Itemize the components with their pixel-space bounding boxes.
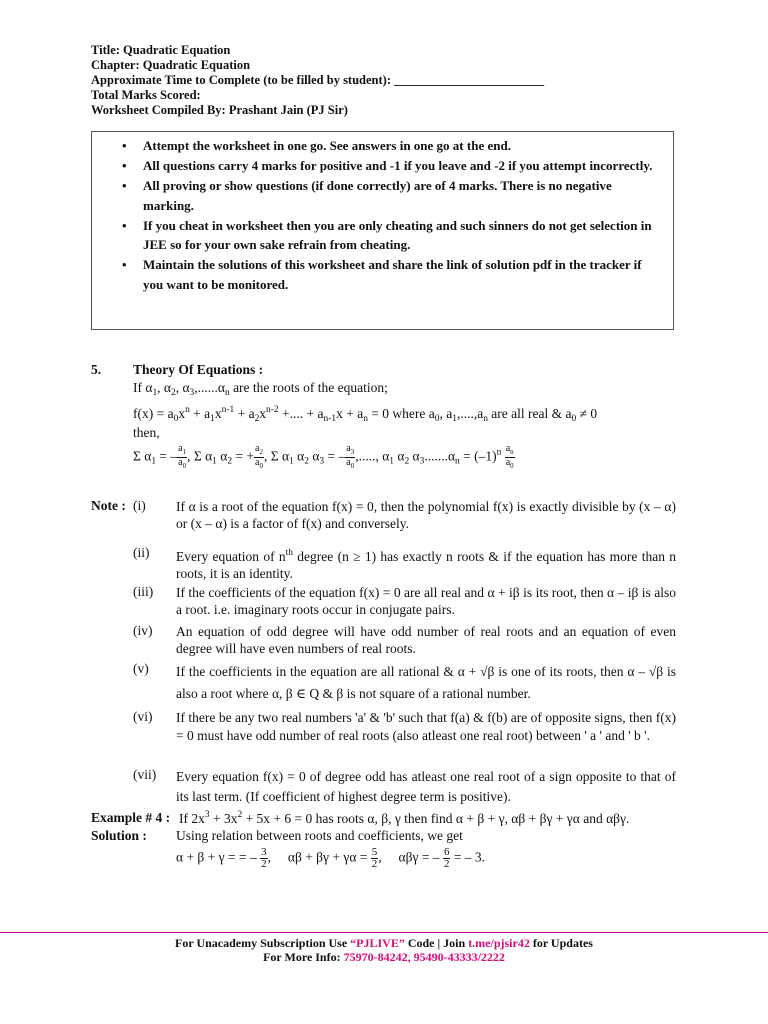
- phone-numbers: 75970-84242, 95490-43333/2222: [343, 950, 505, 964]
- example-question: If $2x^3 + 3x^2 + 5x + 6 = 0$ has roots α, β, γ then find α + β + γ, αβ + βγ + γα and αβγ.: [179, 810, 630, 826]
- instruction-item: • All proving or show questions (if done correctly) are of 4 marks. There is no negative marking.: [122, 178, 612, 213]
- bullet-icon: •: [122, 217, 127, 233]
- worksheet-header: [91, 43, 544, 118]
- note-text: If α is a root of the equation f(x) = 0, then the polynomial f(x) is exactly divisible by (x – α) or (x – α) is a factor of f(x) and conversely.: [176, 499, 676, 531]
- note-number: (iv): [133, 623, 153, 638]
- note-number: (v): [133, 661, 149, 676]
- footer-divider: [0, 932, 768, 933]
- time-field: Approximate Time to Complete (to be filled by student): ________________________: [91, 73, 545, 87]
- note-number: (iii): [133, 584, 154, 599]
- solution-text: Using relation between roots and coefficients, we get: [176, 828, 463, 843]
- note-number: (vi): [133, 709, 153, 724]
- example-label: Example # 4 :: [91, 810, 171, 825]
- bullet-icon: •: [122, 178, 127, 193]
- telegram-link[interactable]: t.me/pjsir42: [468, 936, 530, 950]
- polynomial-definition: $f(x) = a_0x^n + a_1x^{n-1} + a_2x^{n-2}$ +.... + $a_{n-1}x + a_n = 0$ where $a_0$, $a_1,....,a_n$ are all real & $a_0 \ne 0$: [133, 405, 598, 424]
- bullet-icon: •: [122, 138, 127, 153]
- note-number: (i): [133, 498, 146, 513]
- note-text: If the coefficients of the equation f(x) = 0 are all real and α + iβ is its root, then α – iβ is also a root. i.e. imaginary roots occur in conjugate pairs.: [176, 585, 676, 617]
- bullet-icon: •: [122, 257, 127, 272]
- note-number: (ii): [133, 545, 150, 560]
- solution-equations: α + β + γ = = – $\frac{3}{2}$ , αβ + βγ + γα = $\frac{5}{2}$ , αβγ = – $\frac{6}{2}$ = – 3.: [176, 846, 486, 870]
- instruction-item: • Attempt the worksheet in one go. See answers in one go at the end.: [143, 136, 663, 156]
- footer-line-2: For More Info: 75970-84242, 95490-43333/2222: [263, 950, 505, 964]
- instruction-item: • If you cheat in worksheet then you are only cheating and such sinners do not get selection in JEE so for your own sake refrain from cheating.: [122, 217, 652, 252]
- instructions-box: [91, 131, 674, 330]
- promo-code: “PJLIVE”: [350, 936, 405, 950]
- section-number: 5.: [91, 362, 102, 377]
- then-label: then,: [133, 425, 160, 440]
- note-text: Every equation of $n^{th}$ degree (n ≥ 1) has exactly n roots & if the equation has more than n roots, it is an identity.: [176, 548, 677, 581]
- note-label: Note :: [91, 498, 126, 513]
- instructions-list: [92, 132, 673, 294]
- worksheet-title: Title: Quadratic Equation: [91, 43, 231, 57]
- vieta-relations: Σ $\alpha_1$ = – $\frac{a_1}{a_0}$ , Σ $\alpha_1$ $\alpha_2$ = + $\frac{a_2}{a_0}$ , Σ $\alpha_1$ $\alpha_2$ $\alpha_3$ = – $\frac{a_3}{a_0}$ ,....., $\alpha_1$ $\alpha_2$ $\alpha_3.......\alpha_n = (-1)^n$ $\frac{a_n}{a_0}$: [133, 443, 514, 470]
- bullet-icon: •: [122, 158, 127, 173]
- compiled-by: Worksheet Compiled By: Prashant Jain (PJ Sir): [91, 103, 348, 117]
- note-text: An equation of odd degree will have odd number of real roots and an equation of even degree will have even numbers of real roots.: [176, 624, 676, 656]
- note-number: (vii): [133, 767, 157, 782]
- instruction-item: • Maintain the solutions of this worksheet and share the link of solution pdf in the tracker if you want to be monitored.: [122, 257, 642, 292]
- theory-intro: If $\alpha_1$, $\alpha_2$, $\alpha_3,......\alpha_n$ are the roots of the equation;: [133, 380, 388, 398]
- footer-line-1: For Unacademy Subscription Use “PJLIVE” Code | Join t.me/pjsir42 for Updates: [175, 936, 593, 950]
- section-title: Theory Of Equations :: [133, 362, 264, 377]
- instruction-item: • All questions carry 4 marks for positive and -1 if you leave and -2 if you attempt incorrectly.: [143, 156, 663, 176]
- worksheet-chapter: Chapter: Quadratic Equation: [91, 58, 251, 72]
- marks-field: Total Marks Scored:: [91, 88, 201, 102]
- note-text: Every equation f(x) = 0 of degree odd has atleast one real root of a sign opposite to that of its last term. (If coefficient of highest degree term is positive).: [176, 769, 676, 804]
- note-text: If there be any two real numbers 'a' & 'b' such that f(a) & f(b) are of opposite signs, then f(x) = 0 must have odd number of real roots (also atleast one real root) between ' a ' and ' b '.: [176, 710, 676, 743]
- note-text: If the coefficients in the equation are all rational & α + √β is one of its roots, then α – √β is also a root where α, β ∈ Q & β is not square of a rational number.: [176, 664, 677, 701]
- page-footer: [0, 936, 768, 964]
- solution-label: Solution :: [91, 828, 147, 843]
